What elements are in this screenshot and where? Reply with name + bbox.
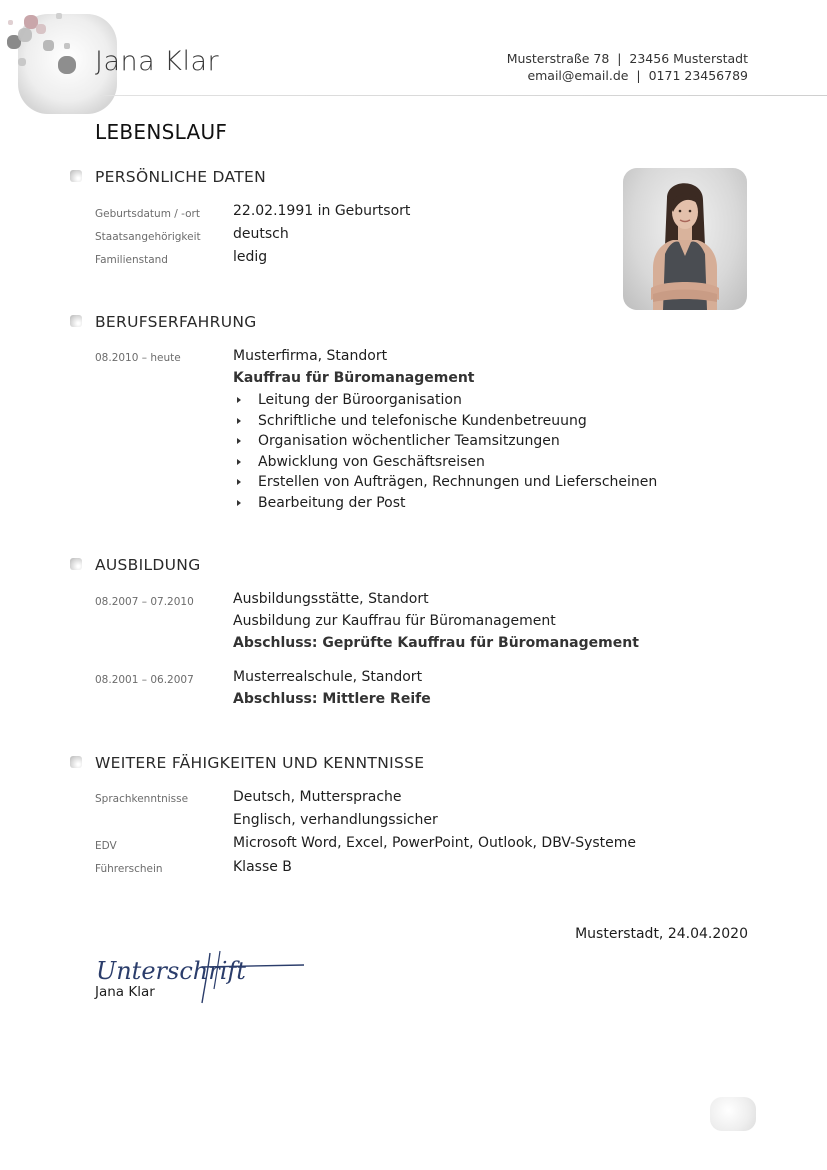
nationality-value: deutsch	[233, 226, 289, 242]
nationality-label: Staatsangehörigkeit	[95, 231, 201, 243]
marital-status-value: ledig	[233, 249, 268, 265]
contact-block	[507, 50, 748, 84]
education-period: 08.2007 – 07.2010	[95, 596, 194, 608]
section-bullet-icon	[70, 315, 82, 327]
place-and-date: Musterstadt, 24.04.2020	[575, 926, 748, 942]
languages-label: Sprachkenntnisse	[95, 793, 189, 805]
portrait-illustration	[623, 168, 747, 310]
corner-decoration-icon	[710, 1097, 756, 1131]
list-item: Schriftliche und telefonische Kundenbetreuung	[233, 411, 657, 432]
experience-company: Musterfirma, Standort	[233, 348, 388, 364]
contact-line: email@email.de | 0171 23456789	[527, 68, 748, 83]
signature-text: Unterschrift	[96, 957, 246, 985]
education-period: 08.2001 – 06.2007	[95, 674, 194, 686]
language-item: Englisch, verhandlungssicher	[233, 812, 438, 828]
education-degree: Abschluss: Geprüfte Kauffrau für Büromanagement	[233, 635, 639, 651]
signer-name: Jana Klar	[95, 984, 155, 1000]
education-program: Ausbildung zur Kauffrau für Büromanagement	[233, 613, 556, 629]
experience-position: Kauffrau für Büromanagement	[233, 370, 475, 386]
section-title: WEITERE FÄHIGKEITEN UND KENNTNISSE	[95, 754, 425, 772]
experience-task-list	[233, 390, 657, 514]
section-bullet-icon	[70, 558, 82, 570]
list-item: Erstellen von Aufträgen, Rechnungen und Lieferscheinen	[233, 472, 657, 493]
list-item: Abwicklung von Geschäftsreisen	[233, 452, 657, 473]
section-bullet-icon	[70, 756, 82, 768]
birth-label: Geburtsdatum / -ort	[95, 208, 200, 220]
document-title: LEBENSLAUF	[95, 120, 228, 144]
license-value: Klasse B	[233, 859, 292, 875]
section-title: PERSÖNLICHE DATEN	[95, 168, 266, 186]
section-title: AUSBILDUNG	[95, 556, 201, 574]
list-item: Bearbeitung der Post	[233, 493, 657, 514]
license-label: Führerschein	[95, 863, 163, 875]
education-institution: Musterrealschule, Standort	[233, 669, 423, 685]
list-item: Leitung der Büroorganisation	[233, 390, 657, 411]
address-line: Musterstraße 78 | 23456 Musterstadt	[506, 51, 748, 66]
applicant-name: Jana Klar	[95, 46, 220, 77]
it-skills-label: EDV	[95, 840, 117, 852]
education-degree: Abschluss: Mittlere Reife	[233, 691, 431, 707]
birth-value: 22.02.1991 in Geburtsort	[233, 203, 411, 219]
marital-status-label: Familienstand	[95, 254, 168, 266]
header-divider	[100, 95, 827, 96]
experience-period: 08.2010 – heute	[95, 352, 181, 364]
profile-photo	[623, 168, 747, 310]
section-bullet-icon	[70, 170, 82, 182]
education-institution: Ausbildungsstätte, Standort	[233, 591, 429, 607]
language-item: Deutsch, Muttersprache	[233, 789, 402, 805]
section-title: BERUFSERFAHRUNG	[95, 313, 257, 331]
it-skills-value: Microsoft Word, Excel, PowerPoint, Outlook, DBV-Systeme	[233, 835, 637, 851]
list-item: Organisation wöchentlicher Teamsitzungen	[233, 431, 657, 452]
